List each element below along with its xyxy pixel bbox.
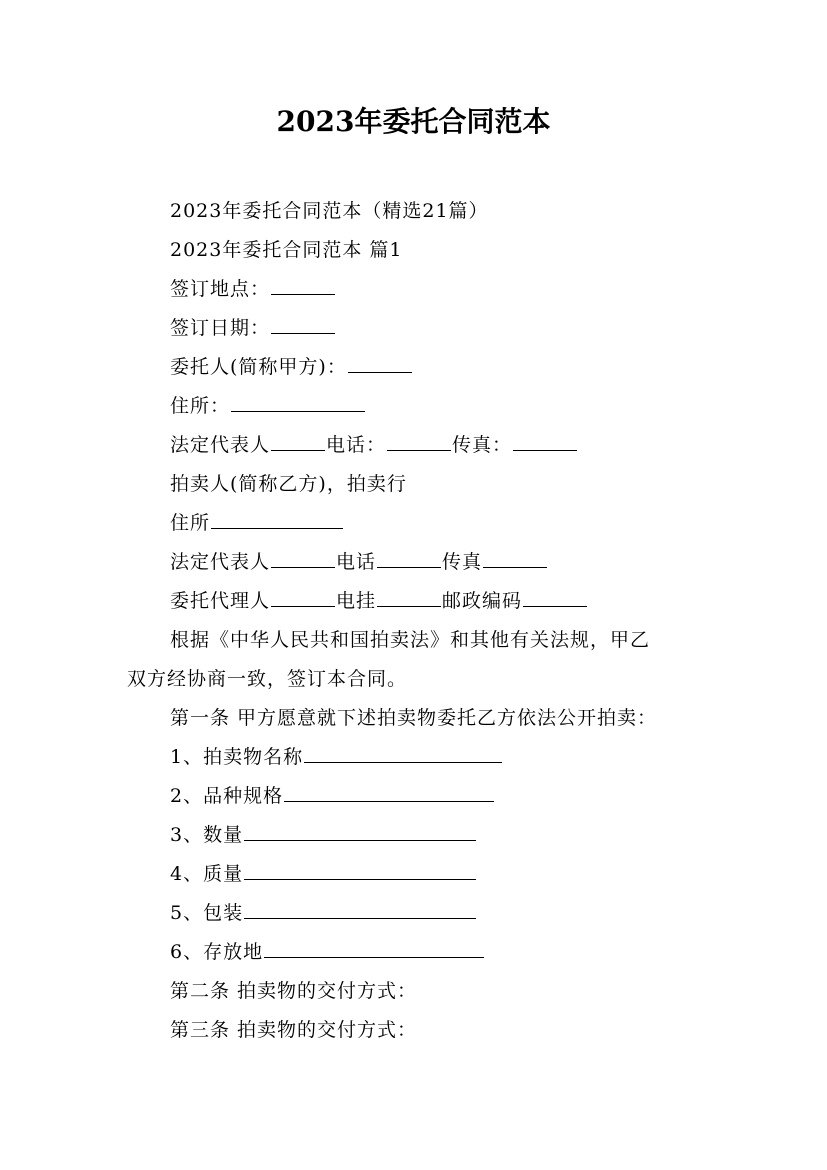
blank-field (211, 510, 343, 529)
item-label: 6、存放地 (170, 941, 264, 963)
auctioneer-rep-line (170, 549, 548, 575)
postcode-label: 邮政编码 (442, 590, 523, 612)
subtitle-line (170, 198, 489, 224)
auctioneer-label: 拍卖人(简称乙方)，拍卖行 (170, 473, 407, 495)
agent-line (170, 588, 588, 614)
cable-label: 电挂 (336, 590, 377, 612)
principal-address-line (170, 393, 366, 419)
document-title: 2023年委托合同范本 (276, 105, 551, 138)
principal-label: 委托人(简称甲方)： (170, 356, 347, 378)
blank-field (264, 939, 484, 958)
signing-place-line (170, 276, 336, 302)
item-line (170, 900, 477, 926)
item-line (170, 783, 495, 809)
fax-label: 传真 (442, 551, 483, 573)
item-label: 4、质量 (170, 863, 244, 885)
blank-field (231, 393, 365, 412)
blank-field (244, 822, 476, 841)
blank-field (271, 549, 335, 568)
section-heading-text: 2023年委托合同范本 篇1 (170, 239, 403, 261)
agent-label: 委托代理人 (170, 590, 271, 612)
auctioneer-line (170, 471, 407, 497)
phone-label: 电话： (326, 434, 387, 456)
paragraph-text: 双方经协商一致，签订本合同。 (127, 668, 408, 690)
blank-field (244, 900, 476, 919)
item-line (170, 822, 477, 848)
legal-rep-label: 法定代表人 (170, 434, 271, 456)
item-label: 1、拍卖物名称 (170, 746, 304, 768)
item-line (170, 939, 485, 965)
blank-field (348, 354, 412, 373)
blank-field (244, 861, 476, 880)
article-one (170, 705, 657, 731)
paragraph-text: 根据《中华人民共和国拍卖法》和其他有关法规，甲乙 (170, 629, 651, 651)
principal-rep-line (170, 432, 578, 458)
signing-place-label: 签订地点： (170, 278, 271, 300)
item-label: 5、包装 (170, 902, 244, 924)
paragraph-line (170, 627, 650, 653)
article-two (170, 978, 417, 1004)
blank-field (271, 588, 335, 607)
blank-field (271, 276, 335, 295)
fax-label: 传真： (452, 434, 513, 456)
address-label: 住所： (170, 395, 231, 417)
phone-label: 电话 (336, 551, 377, 573)
article-text: 第二条 拍卖物的交付方式： (170, 980, 418, 1002)
signing-date-label: 签订日期： (170, 317, 271, 339)
signing-date-line (170, 315, 336, 341)
article-text: 第三条 拍卖物的交付方式： (170, 1019, 418, 1041)
blank-field (377, 549, 441, 568)
blank-field (377, 588, 441, 607)
blank-field (271, 315, 335, 334)
blank-field (513, 432, 577, 451)
article-three (170, 1017, 417, 1043)
auctioneer-address-line (170, 510, 344, 536)
item-label: 2、品种规格 (170, 785, 284, 807)
address-label: 住所 (170, 512, 211, 534)
blank-field (271, 432, 325, 451)
section-heading (170, 237, 402, 263)
subtitle-text: 2023年委托合同范本（精选21篇） (170, 200, 489, 222)
blank-field (387, 432, 451, 451)
blank-field (284, 783, 494, 802)
legal-rep-label: 法定代表人 (170, 551, 271, 573)
blank-field (483, 549, 547, 568)
blank-field (523, 588, 587, 607)
article-text: 第一条 甲方愿意就下述拍卖物委托乙方依法公开拍卖： (170, 707, 658, 729)
blank-field (304, 744, 502, 763)
item-line (170, 744, 503, 770)
item-label: 3、数量 (170, 824, 244, 846)
item-line (170, 861, 477, 887)
paragraph-line (127, 666, 407, 692)
principal-line (170, 354, 413, 380)
